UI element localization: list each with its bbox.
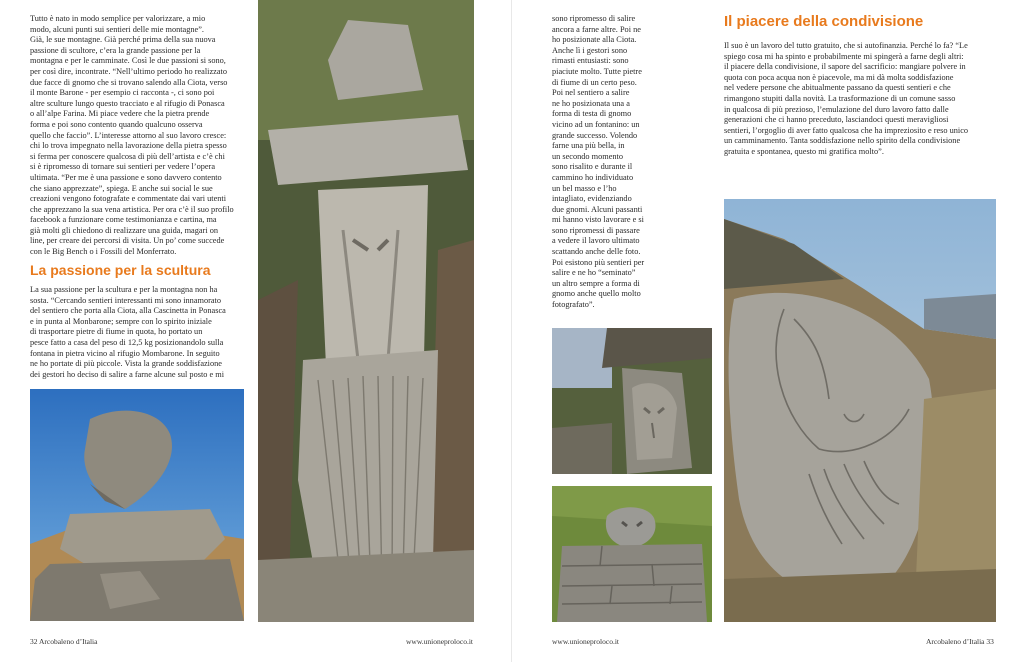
right-column-text: sono ripromesso di salire ancora a farne altre. Poi ne ho posizionate alla Ciota. Anche lì i gestori sono rimasti entusiasti: sono piaciute molto. Tutte pietre di fiume di un certo peso. Poi nel sentiero a salire ne ho posizionata una a forma di testa di gnomo vicino ad un fontanino: un grande successo. Volendo farne una più bella, in un secondo momento sono risalito e durante il cammino ho individuato un bel masso e l’ho intagliato, evidenziando due gnomi. Alcuni passanti mi hanno visto lavorare e si sono ripromessi di passare a vedere il lavoro ultimato scattando anche delle foto. Poi esistono più sentieri per salire e ne ho “seminato” un altro sempre a forma di gnomo anche quello molto fotografato”. xyxy=(552,14,645,310)
left-section-heading: La passione per la scultura xyxy=(30,262,211,278)
right-page xyxy=(512,0,1024,662)
left-footer-url: www.unioneproloco.it xyxy=(406,637,474,646)
right-footer-url: www.unioneproloco.it xyxy=(552,637,620,646)
left-section-text: La sua passione per la scultura e per la montagna non ha sosta. “Cercando sentieri interessanti mi sono innamorato del sentiero che porta alla Ciota, alla Cascinetta in Ponasca e in punta al Monbarone; sempre con lo spirito iniziale di trasportare pietre di fiume in quota, ho portato un pesce fatto a casa del peso di 12,5 kg posizionandolo sulla fontana in pietra vicino al rifugio Mombarone. In seguito ne ho portate di più piccole. Vista la grande soddisfazione dei gestori ho deciso di salire a farne alcune sul posto e mi xyxy=(30,285,226,379)
left-footer-page-label: 32 Arcobaleno d’Italia xyxy=(30,637,98,646)
photo-gnome-stele xyxy=(258,0,474,622)
right-section-text: Il suo è un lavoro del tutto gratuito, che si autofinanzia. Perché lo fa? “Le spiego cosa mi ha spinto e probabilmente mi spingerà a farne degli altri: il piacere della condivisione, il sapore del sacrificio: mangiare polvere in quota con poca acqua non è piacevole, ma mi dà molta soddisfazione nel vedere persone che abitualmente passano da questi sentieri e che rimangono stupiti dalla novità. La trasformazione di un comune sasso in qualcosa di più prezioso, l’emulazione del duro lavoro fatto dalle generazioni che ci hanno preceduto, lasciandoci questi meravigliosi sentieri, l’orgoglio di aver fatto qualcosa che ha impreziosito e reso unico un camminamento. Tanta soddisfazione nello spirito della condivisione gratuita e spontanea, questo mi gratifica molto”. xyxy=(724,41,969,156)
right-section-heading: Il piacere della condivisione xyxy=(724,13,924,30)
photo-heart-stone xyxy=(30,389,244,621)
left-intro-text: Tutto è nato in modo semplice per valorizzare, a mio modo, alcuni punti sui sentieri delle mie montagne”. Già, le sue montagne. Già perché prima della sua nuova passione di scultore, c’era la grande passione per la montagna e per le camminate. Così le due passioni si sono, per così dire, incontrate. “Nell’ultimo periodo ho realizzato due facce di gnomo che si trovano salendo alla Ciota, verso il monte Barone - per esempio ci racconta -, ci sono poi altre sculture lungo questo tracciato e al rifugio di Ponasca o all’alpe Farina. Mi piace vedere che la pietra prende forma e poi sono contento quando qualcuno osserva quello che faccio”. L’interesse attorno al suo lavoro cresce: chi lo trova impegnato nella lavorazione della pietra spesso si ferma per conoscere qualcosa di più dell’artista e c’è chi si è ripromesso di tornare sui sentieri per vedere l’opera ultimata. “Per me è una passione e sono davvero contento che siano apprezzate”, spiega. E anche sui social le sue creazioni vengono fotografate e commentate dai vari utenti che apprezzano la sua vena artistica. Per ora c’è il suo profilo facebook a funzionare come testimonianza e cartina, ma già molti gli chiedono di realizzare una guida, magari on line, per creare dei percorsi di visita. Un po’ come succede con le Big Bench o i Fossili del Monferrato. xyxy=(30,14,234,257)
photo-carved-gnome-boulder xyxy=(724,199,996,622)
right-footer-page-label: Arcobaleno d’Italia 33 xyxy=(926,637,994,646)
photo-face-stone-wall xyxy=(552,486,712,622)
photo-face-stone-small xyxy=(552,328,712,474)
